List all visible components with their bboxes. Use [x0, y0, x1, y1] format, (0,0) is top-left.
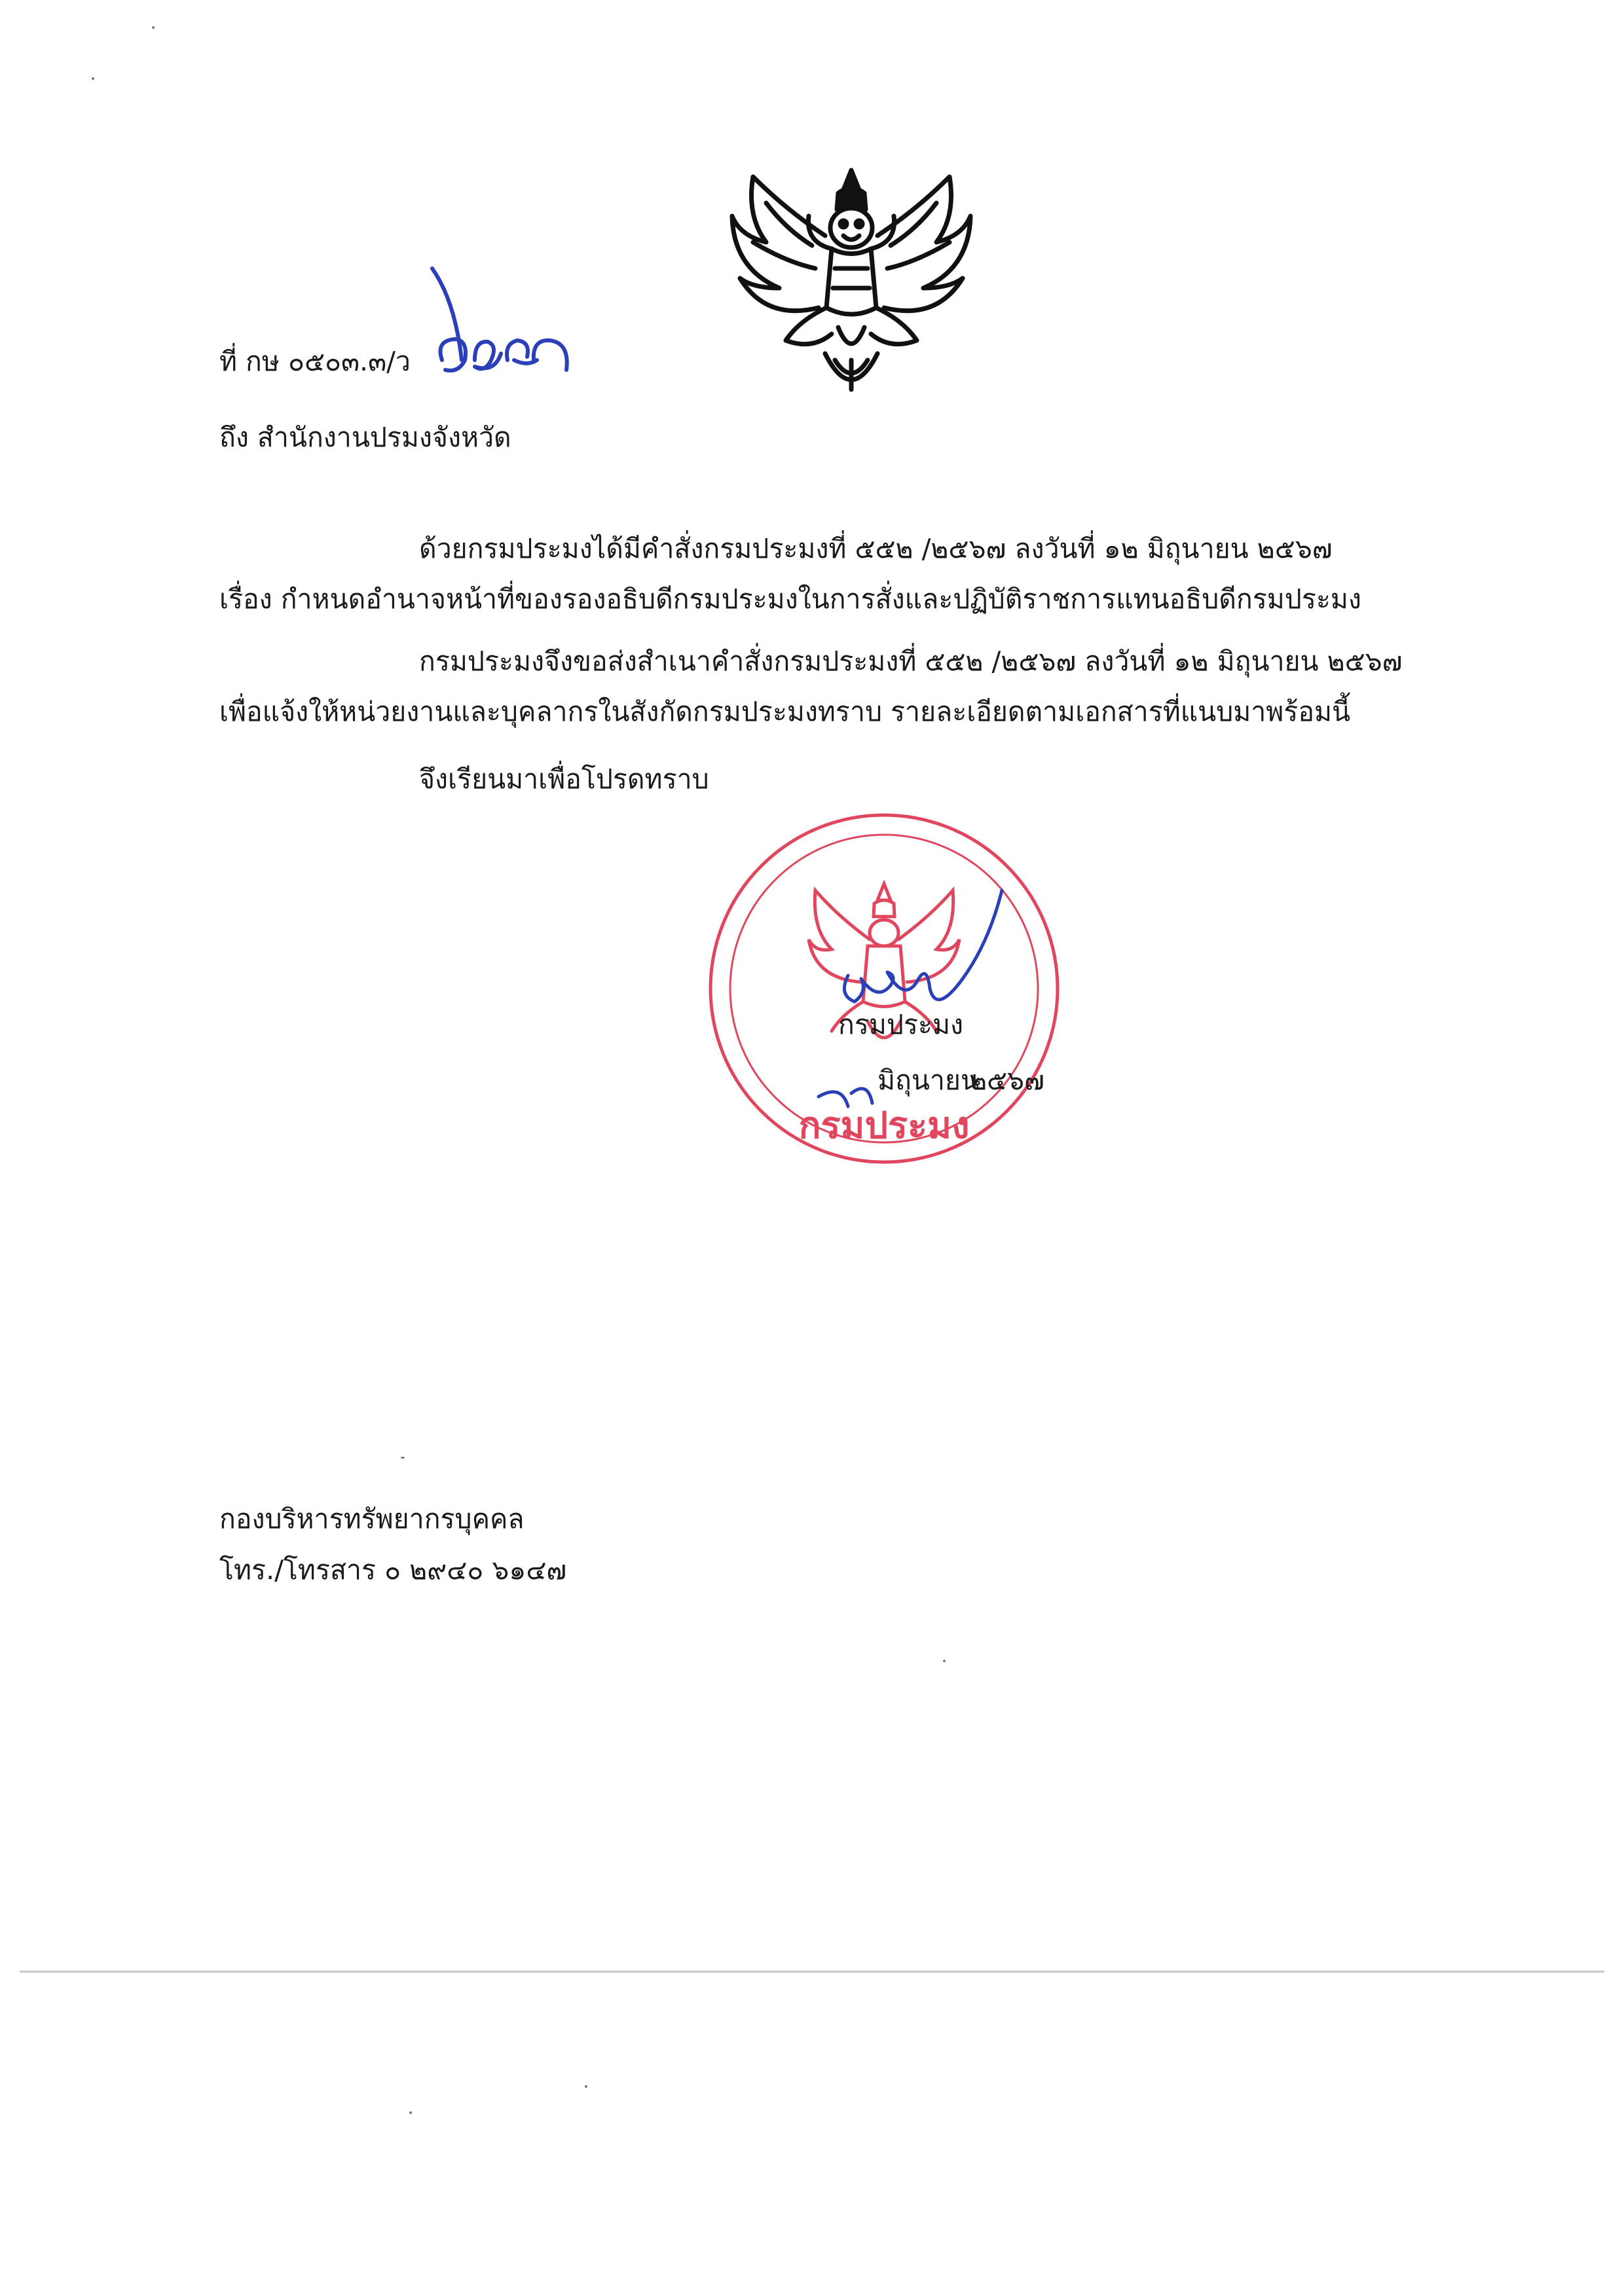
paragraph-2-line-2: เพื่อแจ้งให้หน่วยงานและบุคลากรในสังกัดกรมประมงทราบ รายละเอียดตามเอกสารที่แนบมาพร้อมนี้: [219, 696, 1351, 727]
scan-speck: [92, 77, 94, 80]
garuda-emblem-icon: [727, 164, 976, 406]
paragraph-1-line-2: เรื่อง กำหนดอำนาจหน้าที่ของรองอธิบดีกรมประมงในการสั่งและปฏิบัติราชการแทนอธิบดีกรมประมง: [219, 583, 1361, 615]
scan-speck: [401, 1457, 405, 1459]
department-seal-icon: [701, 805, 1067, 1172]
addressee-line: ถึง สำนักงานปรมงจังหวัด: [219, 422, 511, 453]
paragraph-1-line-1: ด้วยกรมประมงได้มีคำสั่งกรมประมงที่ ๕๕๒ /๒๕๖๗ ลงวันที่ ๑๒ มิถุนายน ๒๕๖๗: [419, 533, 1333, 564]
scan-speck: [409, 2111, 412, 2114]
scan-speck: [152, 26, 155, 29]
signature-date-month: มิถุนายน: [877, 1065, 979, 1096]
document-reference-label: ที่ กษ ๐๕๐๓.๓/ว: [219, 346, 411, 377]
signature-date-year: ๒๕๖๗: [969, 1065, 1044, 1096]
footer-phone: โทร./โทรสาร ๐ ๒๙๔๐ ๖๑๔๗: [219, 1554, 567, 1586]
closing-line: จึงเรียนมาเพื่อโปรดทราบ: [419, 763, 709, 795]
signer-organization: กรมประมง: [838, 1009, 963, 1040]
footer-division: กองบริหารทรัพยากรบุคคล: [219, 1503, 525, 1535]
scan-speck: [943, 1660, 946, 1662]
paragraph-2-line-1: กรมประมงจึงขอส่งสำเนาคำสั่งกรมประมงที่ ๕๕๒ /๒๕๖๗ ลงวันที่ ๑๒ มิถุนายน ๒๕๖๗: [419, 646, 1403, 677]
scan-speck: [585, 2085, 587, 2088]
handwritten-reference-number: [429, 262, 586, 419]
scan-edge-line: [20, 1971, 1604, 1973]
seal-text: กรมประมง: [798, 1104, 970, 1147]
